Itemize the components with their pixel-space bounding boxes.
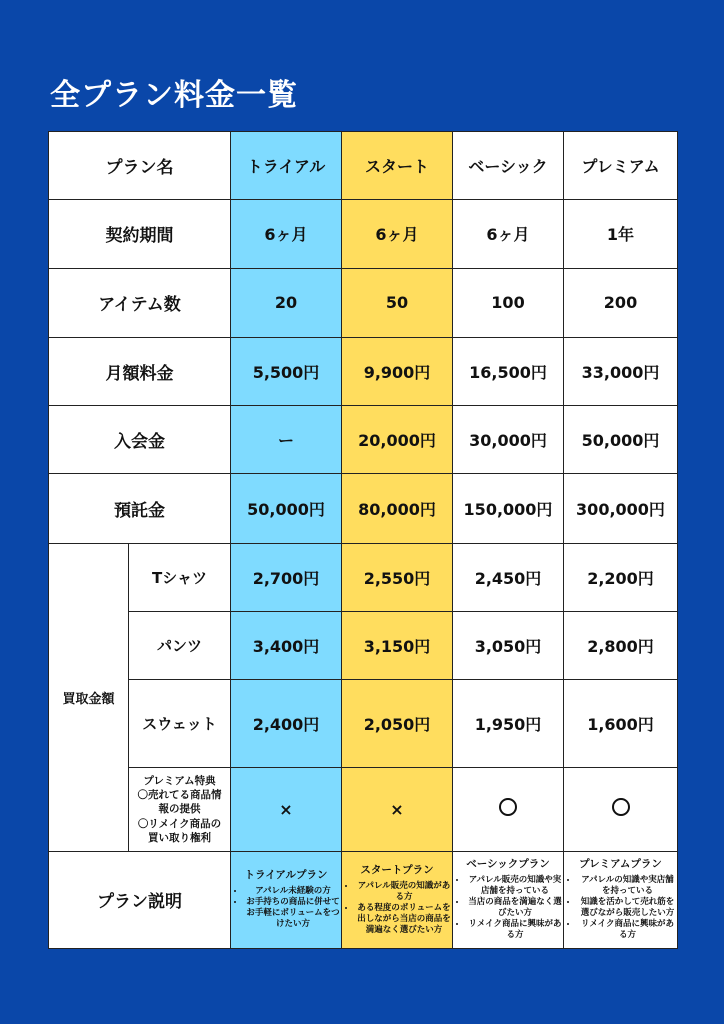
desc-item: • アパレル販売の知識や実店舗を持っている xyxy=(467,875,563,897)
plan-header-start: スタート xyxy=(342,132,453,200)
plan-header-trial: トライアル xyxy=(231,132,342,200)
perk-basic xyxy=(453,768,564,851)
monthly-trial: 5,500円 xyxy=(231,337,342,405)
entry-fee-start: 20,000円 xyxy=(342,406,453,474)
monthly-start: 9,900円 xyxy=(342,337,453,405)
plan-price-table xyxy=(48,131,678,949)
items-trial: 20 xyxy=(231,268,342,337)
subheader-sweat: スウェット xyxy=(129,680,231,768)
monthly-premium: 33,000円 xyxy=(564,337,678,405)
desc-item: • 当店の商品を満遍なく選びたい方 xyxy=(467,897,563,919)
perk-label-line: 〇リメイク商品の xyxy=(137,817,222,830)
plan-name-row xyxy=(49,132,678,200)
row-header-items: アイテム数 xyxy=(49,268,231,337)
sweat-premium: 1,600円 xyxy=(564,680,678,768)
deposit-basic: 150,000円 xyxy=(453,474,564,543)
tshirt-row xyxy=(49,543,678,611)
sweat-trial: 2,400円 xyxy=(231,680,342,768)
page-title: 全プラン料金一覧 xyxy=(50,78,298,113)
desc-basic xyxy=(453,851,564,948)
sweat-basic: 1,950円 xyxy=(453,680,564,768)
entry-fee-basic: 30,000円 xyxy=(453,406,564,474)
deposit-start: 80,000円 xyxy=(342,474,453,543)
items-row xyxy=(49,268,678,337)
period-trial: 6ヶ月 xyxy=(231,200,342,268)
entry-fee-row xyxy=(49,406,678,474)
plan-header-basic: ベーシック xyxy=(453,132,564,200)
deposit-row xyxy=(49,474,678,543)
desc-list xyxy=(231,886,341,930)
tshirt-basic: 2,450円 xyxy=(453,543,564,611)
subheader-premium-perk xyxy=(129,768,231,851)
plan-header-premium: プレミアム xyxy=(564,132,678,200)
desc-premium xyxy=(564,851,678,948)
pants-row xyxy=(49,611,678,679)
entry-fee-premium: 50,000円 xyxy=(564,406,678,474)
circle-icon xyxy=(612,798,630,816)
row-header-plan-name: プラン名 xyxy=(49,132,231,200)
row-header-buy-price: 買取金額 xyxy=(49,543,129,851)
items-premium: 200 xyxy=(564,268,678,337)
desc-item: • アパレルの知識や実店舗を持っている xyxy=(578,875,677,897)
desc-list xyxy=(564,875,677,941)
deposit-premium: 300,000円 xyxy=(564,474,678,543)
monthly-row xyxy=(49,337,678,405)
perk-label-line: 〇売れてる商品情 xyxy=(137,789,222,802)
perk-label-line: 買い取り権利 xyxy=(148,831,211,844)
desc-item: • アパレル未経験の方 xyxy=(245,886,341,897)
perk-trial-cross: × xyxy=(231,768,342,851)
circle-icon xyxy=(499,798,517,816)
pants-premium: 2,800円 xyxy=(564,611,678,679)
items-start: 50 xyxy=(342,268,453,337)
premium-perk-row xyxy=(49,768,678,851)
monthly-basic: 16,500円 xyxy=(453,337,564,405)
desc-item: • アパレル販売の知識がある方 xyxy=(356,881,452,903)
desc-item: • 知識を活かして売れ筋を選びながら販売したい方 xyxy=(578,897,677,919)
desc-item: • ある程度のボリュームを出しながら当店の商品を満遍なく選びたい方 xyxy=(356,903,452,936)
pants-trial: 3,400円 xyxy=(231,611,342,679)
desc-title: ベーシックプラン xyxy=(466,858,550,871)
row-header-entry-fee: 入会金 xyxy=(49,406,231,474)
tshirt-trial: 2,700円 xyxy=(231,543,342,611)
description-row xyxy=(49,851,678,948)
desc-list xyxy=(342,881,452,936)
sweat-row xyxy=(49,680,678,768)
perk-label-line: 報の提供 xyxy=(158,803,201,816)
desc-item: • リメイク商品に興味がある方 xyxy=(578,919,677,941)
subheader-tshirt: Tシャツ xyxy=(129,543,231,611)
items-basic: 100 xyxy=(453,268,564,337)
row-header-period: 契約期間 xyxy=(49,200,231,268)
perk-start-cross: × xyxy=(342,768,453,851)
pants-start: 3,150円 xyxy=(342,611,453,679)
desc-start xyxy=(342,851,453,948)
row-header-deposit: 預託金 xyxy=(49,474,231,543)
entry-fee-trial: ー xyxy=(231,406,342,474)
desc-title: スタートプラン xyxy=(360,863,434,876)
sweat-start: 2,050円 xyxy=(342,680,453,768)
period-start: 6ヶ月 xyxy=(342,200,453,268)
tshirt-start: 2,550円 xyxy=(342,543,453,611)
subheader-pants: パンツ xyxy=(129,611,231,679)
deposit-trial: 50,000円 xyxy=(231,474,342,543)
tshirt-premium: 2,200円 xyxy=(564,543,678,611)
row-header-monthly: 月額料金 xyxy=(49,337,231,405)
desc-item: • リメイク商品に興味がある方 xyxy=(467,919,563,941)
period-basic: 6ヶ月 xyxy=(453,200,564,268)
period-row xyxy=(49,200,678,268)
desc-item: • お手持ちの商品に併せてお手軽にボリュームをつけたい方 xyxy=(245,897,341,930)
desc-title: トライアルプラン xyxy=(244,869,328,882)
perk-label-line: プレミアム特典 xyxy=(143,775,216,788)
desc-trial xyxy=(231,851,342,948)
desc-list xyxy=(453,875,563,941)
pants-basic: 3,050円 xyxy=(453,611,564,679)
period-premium: 1年 xyxy=(564,200,678,268)
row-header-description: プラン説明 xyxy=(49,851,231,948)
perk-premium xyxy=(564,768,678,851)
desc-title: プレミアムプラン xyxy=(579,858,662,871)
